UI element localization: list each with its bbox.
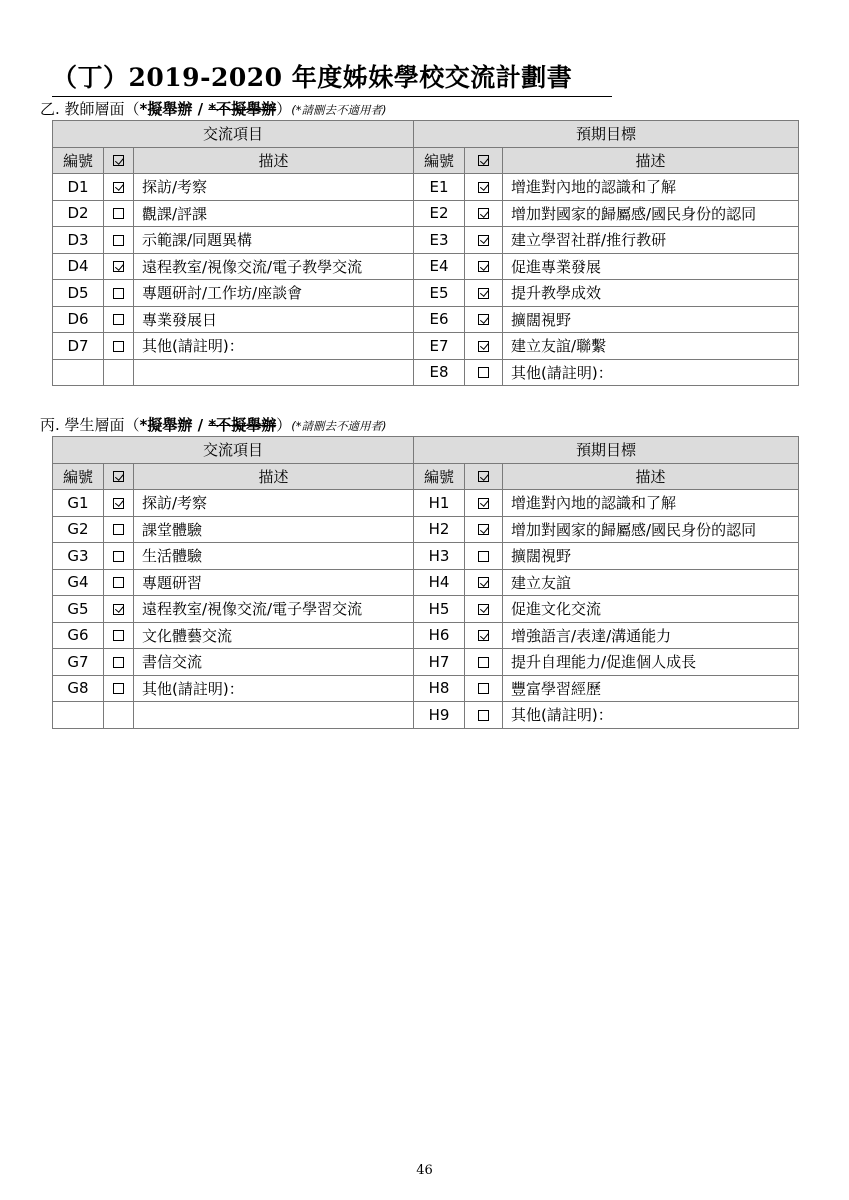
table-row <box>53 702 799 729</box>
exchange-item-checkbox-cell <box>104 622 134 649</box>
exchange-item-checkbox-cell <box>104 649 134 676</box>
column-header-code: 編號 <box>414 463 465 490</box>
expected-goal-description: 促進專業發展 <box>503 253 799 280</box>
checkbox-unchecked-icon[interactable] <box>478 710 489 721</box>
exchange-item-checkbox-cell <box>104 200 134 227</box>
expected-goal-checkbox-cell <box>465 675 503 702</box>
checkbox-unchecked-icon[interactable] <box>113 683 124 694</box>
expected-goal-checkbox-cell <box>465 702 503 729</box>
checkbox-checked-icon <box>113 471 124 482</box>
expected-goal-checkbox-cell <box>465 622 503 649</box>
expected-goal-code: H1 <box>414 490 465 517</box>
exchange-item-code: D7 <box>53 333 104 360</box>
expected-goal-description: 增進對內地的認識和了解 <box>503 174 799 201</box>
group-header-expected-goals: 預期目標 <box>414 121 799 148</box>
column-header-check <box>465 463 503 490</box>
exchange-item-description: 探訪/考察 <box>134 174 414 201</box>
checkbox-unchecked-icon[interactable] <box>113 657 124 668</box>
column-header-check <box>104 147 134 174</box>
table-group-header-row <box>53 437 799 464</box>
exchange-item-description: 觀課/評課 <box>134 200 414 227</box>
exchange-item-checkbox-cell <box>104 516 134 543</box>
exchange-item-checkbox-cell <box>104 359 134 386</box>
student-heading-prefix: 丙. 學生層面（ <box>40 416 140 434</box>
checkbox-checked-icon[interactable] <box>113 498 124 509</box>
expected-goal-checkbox-cell <box>465 253 503 280</box>
expected-goal-description: 其他(請註明)： <box>503 359 799 386</box>
checkbox-unchecked-icon[interactable] <box>478 367 489 378</box>
teacher-option-organize[interactable]: *擬舉辦 <box>139 100 193 118</box>
expected-goal-description: 建立友誼 <box>503 569 799 596</box>
checkbox-unchecked-icon[interactable] <box>113 288 124 299</box>
expected-goal-code: H5 <box>414 596 465 623</box>
exchange-item-checkbox-cell <box>104 569 134 596</box>
exchange-item-checkbox-cell <box>104 333 134 360</box>
table-row <box>53 174 799 201</box>
column-header-check <box>104 463 134 490</box>
expected-goal-checkbox-cell <box>465 569 503 596</box>
table-row <box>53 516 799 543</box>
exchange-item-checkbox-cell <box>104 227 134 254</box>
exchange-item-checkbox-cell <box>104 675 134 702</box>
student-option-not-organize[interactable]: *不擬舉辦 <box>208 416 277 434</box>
expected-goal-checkbox-cell <box>465 359 503 386</box>
table-row <box>53 622 799 649</box>
exchange-item-description: 書信交流 <box>134 649 414 676</box>
exchange-item-code: D5 <box>53 280 104 307</box>
expected-goal-description: 擴闊視野 <box>503 543 799 570</box>
expected-goal-code: E5 <box>414 280 465 307</box>
table-row <box>53 596 799 623</box>
checkbox-unchecked-icon[interactable] <box>478 683 489 694</box>
exchange-item-description <box>134 359 414 386</box>
teacher-heading-note: (*請刪去不適用者) <box>291 103 387 117</box>
student-heading-note: (*請刪去不適用者) <box>291 419 387 433</box>
column-header-code: 編號 <box>53 463 104 490</box>
exchange-item-code: D3 <box>53 227 104 254</box>
exchange-item-code: D1 <box>53 174 104 201</box>
expected-goal-code: H3 <box>414 543 465 570</box>
column-header-code: 編號 <box>53 147 104 174</box>
exchange-item-checkbox-cell <box>104 490 134 517</box>
exchange-item-description: 文化體藝交流 <box>134 622 414 649</box>
checkbox-checked-icon[interactable] <box>113 604 124 615</box>
exchange-item-checkbox-cell <box>104 174 134 201</box>
column-header-check <box>465 147 503 174</box>
expected-goal-checkbox-cell <box>465 280 503 307</box>
teacher-heading-close: ） <box>276 100 292 118</box>
table-row <box>53 490 799 517</box>
expected-goal-code: H4 <box>414 569 465 596</box>
exchange-item-description: 專題研習 <box>134 569 414 596</box>
student-heading-close: ） <box>276 416 292 434</box>
checkbox-checked-icon[interactable] <box>478 261 489 272</box>
expected-goal-code: E4 <box>414 253 465 280</box>
expected-goal-checkbox-cell <box>465 649 503 676</box>
exchange-item-code <box>53 702 104 729</box>
student-option-separator: / <box>192 416 209 434</box>
expected-goal-description: 增加對國家的歸屬感/國民身份的認同 <box>503 200 799 227</box>
exchange-item-description: 生活體驗 <box>134 543 414 570</box>
expected-goal-code: H6 <box>414 622 465 649</box>
column-header-description: 描述 <box>503 147 799 174</box>
table-row <box>53 306 799 333</box>
group-header-expected-goals: 預期目標 <box>414 437 799 464</box>
checkbox-unchecked-icon[interactable] <box>113 577 124 588</box>
exchange-item-code: G8 <box>53 675 104 702</box>
checkbox-unchecked-icon[interactable] <box>478 551 489 562</box>
expected-goal-code: E8 <box>414 359 465 386</box>
checkbox-checked-icon <box>478 471 489 482</box>
expected-goal-checkbox-cell <box>465 200 503 227</box>
column-header-description: 描述 <box>134 147 414 174</box>
expected-goal-code: E6 <box>414 306 465 333</box>
checkbox-checked-icon[interactable] <box>478 288 489 299</box>
checkbox-unchecked-icon[interactable] <box>113 208 124 219</box>
checkbox-checked-icon[interactable] <box>478 577 489 588</box>
checkbox-checked-icon[interactable] <box>478 604 489 615</box>
checkbox-checked-icon[interactable] <box>113 182 124 193</box>
exchange-item-code: G1 <box>53 490 104 517</box>
exchange-item-description: 探訪/考察 <box>134 490 414 517</box>
checkbox-unchecked-icon[interactable] <box>113 314 124 325</box>
expected-goal-checkbox-cell <box>465 596 503 623</box>
exchange-item-description: 課堂體驗 <box>134 516 414 543</box>
exchange-item-checkbox-cell <box>104 306 134 333</box>
table-row <box>53 200 799 227</box>
expected-goal-checkbox-cell <box>465 516 503 543</box>
checkbox-checked-icon[interactable] <box>478 630 489 641</box>
checkbox-unchecked-icon[interactable] <box>113 551 124 562</box>
checkbox-checked-icon <box>478 155 489 166</box>
checkbox-checked-icon[interactable] <box>478 498 489 509</box>
expected-goal-description: 提升教學成效 <box>503 280 799 307</box>
table-column-header-row <box>53 463 799 490</box>
table-group-header-row <box>53 121 799 148</box>
exchange-item-code: G3 <box>53 543 104 570</box>
expected-goal-code: H8 <box>414 675 465 702</box>
teacher-section-heading <box>40 98 386 119</box>
expected-goal-description: 豐富學習經歷 <box>503 675 799 702</box>
exchange-item-description <box>134 702 414 729</box>
teacher-exchange-table <box>52 120 799 386</box>
expected-goal-code: E7 <box>414 333 465 360</box>
expected-goal-description: 增進對內地的認識和了解 <box>503 490 799 517</box>
column-header-code: 編號 <box>414 147 465 174</box>
exchange-item-code: G5 <box>53 596 104 623</box>
expected-goal-checkbox-cell <box>465 490 503 517</box>
table-column-header-row <box>53 147 799 174</box>
checkbox-checked-icon[interactable] <box>478 182 489 193</box>
expected-goal-code: H7 <box>414 649 465 676</box>
expected-goal-code: H9 <box>414 702 465 729</box>
exchange-item-code: G7 <box>53 649 104 676</box>
checkbox-unchecked-icon[interactable] <box>113 235 124 246</box>
column-header-description: 描述 <box>134 463 414 490</box>
expected-goal-description: 建立學習社群/推行教研 <box>503 227 799 254</box>
group-header-exchange-items: 交流項目 <box>53 121 414 148</box>
checkbox-checked-icon[interactable] <box>113 261 124 272</box>
expected-goal-description: 提升自理能力/促進個人成長 <box>503 649 799 676</box>
expected-goal-code: E2 <box>414 200 465 227</box>
exchange-item-code: D2 <box>53 200 104 227</box>
page-title: （丁）2019-2020 年度姊妹學校交流計劃書 <box>52 58 612 97</box>
exchange-item-description: 其他(請註明)： <box>134 675 414 702</box>
exchange-item-checkbox-cell <box>104 596 134 623</box>
exchange-item-checkbox-cell <box>104 280 134 307</box>
exchange-item-code <box>53 359 104 386</box>
checkbox-checked-icon[interactable] <box>478 208 489 219</box>
checkbox-checked-icon[interactable] <box>478 524 489 535</box>
exchange-item-code: D4 <box>53 253 104 280</box>
table-row <box>53 649 799 676</box>
exchange-item-description: 遠程教室/視像交流/電子學習交流 <box>134 596 414 623</box>
exchange-item-description: 示範課/同題異構 <box>134 227 414 254</box>
table-row <box>53 280 799 307</box>
expected-goal-code: H2 <box>414 516 465 543</box>
exchange-item-checkbox-cell <box>104 543 134 570</box>
table-row <box>53 543 799 570</box>
exchange-item-description: 其他(請註明)： <box>134 333 414 360</box>
expected-goal-code: E3 <box>414 227 465 254</box>
teacher-heading-prefix: 乙. 教師層面（ <box>40 100 140 118</box>
expected-goal-description: 建立友誼/聯繫 <box>503 333 799 360</box>
exchange-item-code: G2 <box>53 516 104 543</box>
table-row <box>53 569 799 596</box>
expected-goal-code: E1 <box>414 174 465 201</box>
checkbox-checked-icon[interactable] <box>478 341 489 352</box>
checkbox-checked-icon[interactable] <box>478 314 489 325</box>
exchange-item-code: G6 <box>53 622 104 649</box>
expected-goal-description: 增加對國家的歸屬感/國民身份的認同 <box>503 516 799 543</box>
expected-goal-checkbox-cell <box>465 333 503 360</box>
exchange-item-checkbox-cell <box>104 253 134 280</box>
table-row <box>53 227 799 254</box>
teacher-option-separator: / <box>192 100 209 118</box>
expected-goal-description: 擴闊視野 <box>503 306 799 333</box>
expected-goal-checkbox-cell <box>465 174 503 201</box>
table-row <box>53 359 799 386</box>
exchange-item-description: 遠程教室/視像交流/電子教學交流 <box>134 253 414 280</box>
student-option-organize[interactable]: *擬舉辦 <box>139 416 193 434</box>
table-row <box>53 253 799 280</box>
table-row <box>53 333 799 360</box>
expected-goal-checkbox-cell <box>465 306 503 333</box>
checkbox-unchecked-icon[interactable] <box>113 524 124 535</box>
student-section-heading <box>40 414 386 435</box>
checkbox-unchecked-icon[interactable] <box>113 630 124 641</box>
expected-goal-checkbox-cell <box>465 227 503 254</box>
student-exchange-table <box>52 436 799 729</box>
exchange-item-checkbox-cell <box>104 702 134 729</box>
exchange-item-code: G4 <box>53 569 104 596</box>
checkbox-unchecked-icon[interactable] <box>113 341 124 352</box>
expected-goal-description: 促進文化交流 <box>503 596 799 623</box>
expected-goal-description: 增強語言/表達/溝通能力 <box>503 622 799 649</box>
checkbox-checked-icon[interactable] <box>478 235 489 246</box>
expected-goal-description: 其他(請註明)： <box>503 702 799 729</box>
group-header-exchange-items: 交流項目 <box>53 437 414 464</box>
table-row <box>53 675 799 702</box>
exchange-item-code: D6 <box>53 306 104 333</box>
page-number: 46 <box>416 1163 433 1178</box>
checkbox-unchecked-icon[interactable] <box>478 657 489 668</box>
checkbox-checked-icon <box>113 155 124 166</box>
exchange-item-description: 專題研討/工作坊/座談會 <box>134 280 414 307</box>
expected-goal-checkbox-cell <box>465 543 503 570</box>
column-header-description: 描述 <box>503 463 799 490</box>
teacher-option-not-organize[interactable]: *不擬舉辦 <box>208 100 277 118</box>
exchange-item-description: 專業發展日 <box>134 306 414 333</box>
